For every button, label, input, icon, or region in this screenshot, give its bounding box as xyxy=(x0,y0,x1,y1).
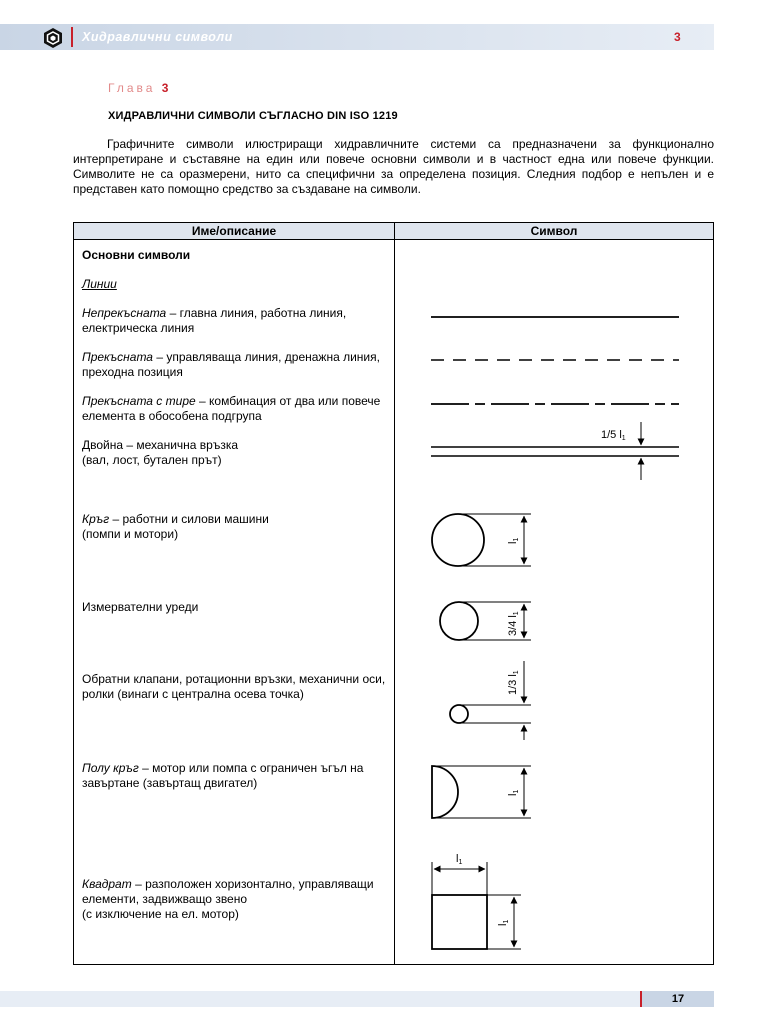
symbols-table xyxy=(73,222,714,965)
dim-label-circle: l1 xyxy=(507,537,520,544)
section-heading: Основни символи xyxy=(82,248,191,262)
description-cell xyxy=(74,240,395,965)
dim-label-double: 1/5 l1 xyxy=(601,429,626,442)
header-accent-bar xyxy=(71,27,73,47)
intro-paragraph: Графичните символи илюстриращи хидравличните системи са предназначени за функционално интерпретиране и съставяне на един или повече основни символи и в частност една или повече функции. Символите не са оразмерени, нито са специфични за определена позиция. Следния подбор е непълен и е представен като помощно средство за създаване на символи. xyxy=(73,137,714,196)
column-header-name: Име/описание xyxy=(74,223,395,240)
list-item: Обратни клапани, ротационни връзки, механични оси, ролки (винаги с централна осева точка) xyxy=(82,672,386,701)
symbols-drawing xyxy=(395,240,714,964)
dim-label-measure: 3/4 l1 xyxy=(507,611,520,636)
semicircle-symbol xyxy=(432,766,531,818)
list-item: Прекъсната – управляваща линия, дренажна линия, преходна позиция xyxy=(82,350,380,379)
footer-band xyxy=(0,991,640,1007)
list-item: Прекъсната с тире – комбинация от два или повече елемента в обособена подгрупа xyxy=(82,394,381,423)
dim-label-check: 1/3 l1 xyxy=(507,670,520,695)
list-item: Полу кръг – мотор или помпа с ограничен ъгъл на завъртане (завъртащ двигател) xyxy=(82,761,364,790)
symbol-cell xyxy=(395,240,714,965)
list-item: Двойна – механична връзка (вал, лост, бутален прът) xyxy=(82,438,239,467)
logo-icon xyxy=(42,27,64,49)
page-number: 17 xyxy=(642,991,714,1007)
square-symbol xyxy=(432,853,521,949)
measuring-circle-symbol xyxy=(440,602,531,640)
chapter-word: Глава xyxy=(108,81,156,95)
list-item: Квадрат – разположен хоризонтално, управляващи елементи, задвижващо звено (с изключение на ел. мотор) xyxy=(82,877,374,921)
list-item: Кръг – работни и силови машини (помпи и мотори) xyxy=(82,512,269,541)
page-title: ХИДРАВЛИЧНИ СИМВОЛИ СЪГЛАСНО DIN ISO 1219 xyxy=(108,110,398,122)
header-chapter-number: 3 xyxy=(674,30,681,44)
table-body-row xyxy=(74,240,714,965)
list-item: Измервателни уреди xyxy=(82,600,199,614)
header-band xyxy=(0,24,714,50)
column-header-symbol: Символ xyxy=(395,223,714,240)
double-line-symbol xyxy=(431,422,679,480)
dim-label-square-top: l1 xyxy=(456,853,463,866)
chapter-label xyxy=(108,81,168,95)
circle-symbol xyxy=(432,514,531,566)
small-circle-symbol xyxy=(450,661,531,740)
list-item: Непрекъсната – главна линия, работна линия, електрическа линия xyxy=(82,306,347,335)
dim-label-semicircle: l1 xyxy=(507,789,520,796)
chapter-number: 3 xyxy=(161,81,169,95)
dim-label-square-side: l1 xyxy=(497,919,510,926)
header-title: Хидравлични символи xyxy=(82,30,233,44)
subsection-heading: Линии xyxy=(82,277,117,291)
table-header-row xyxy=(74,223,714,240)
